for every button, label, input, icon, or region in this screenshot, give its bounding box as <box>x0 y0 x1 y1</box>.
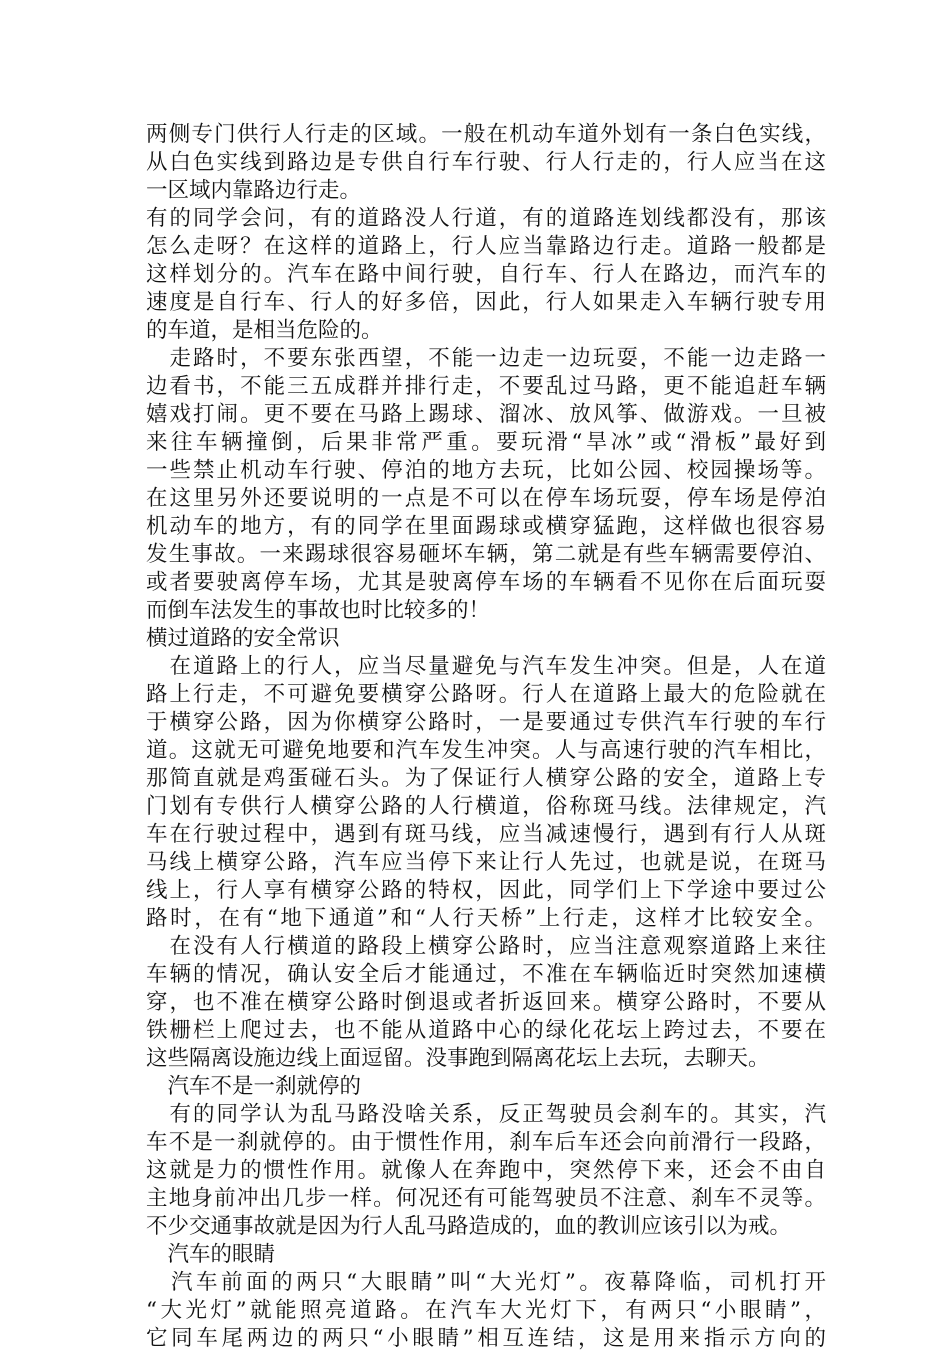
text-line: 于横穿公路，因为你横穿公路时，一是要通过专供汽车行驶的车行 <box>146 710 826 735</box>
text-line: 边看书，不能三五成群并排行走，不要乱过马路，更不能追赶车辆 <box>146 374 826 399</box>
text-line: 机动车的地方，有的同学在里面踢球或横穿猛跑，这样做也很容易 <box>146 514 826 539</box>
text-line: 或者要驶离停车场，尤其是驶离停车场的车辆看不见你在后面玩耍 <box>146 570 826 595</box>
text-line: 走路时，不要东张西望，不能一边走一边玩耍，不能一边走路一 <box>146 346 826 371</box>
text-line: 速度是自行车、行人的好多倍，因此，行人如果走入车辆行驶专用 <box>146 290 826 315</box>
text-line: 这些隔离设施边线上面逗留。没事跑到隔离花坛上去玩，去聊天。 <box>146 1046 770 1071</box>
document-body <box>146 121 826 1353</box>
text-line: 有的同学认为乱马路没啥关系，反正驾驶员会刹车的。其实，汽 <box>146 1102 826 1127</box>
text-line: 穿，也不准在横穿公路时倒退或者折返回来。横穿公路时，不要从 <box>146 990 826 1015</box>
text-line: 它同车尾两边的两只“小眼睛”相互连结，这是用来指示方向的 <box>146 1326 826 1351</box>
text-line: 在没有人行横道的路段上横穿公路时，应当注意观察道路上来往 <box>146 934 826 959</box>
text-line: 路上行走，不可避免要横穿公路呀。行人在道路上最大的危险就在 <box>146 682 826 707</box>
text-line: 的车道，是相当危险的。 <box>146 318 383 343</box>
section-heading: 汽车不是一刹就停的 <box>146 1074 362 1099</box>
text-line: 有的同学会问，有的道路没人行道，有的道路连划线都没有，那该 <box>146 206 826 231</box>
text-line: 在道路上的行人，应当尽量避免与汽车发生冲突。但是，人在道 <box>146 654 826 679</box>
text-line: 从白色实线到路边是专供自行车行驶、行人行走的，行人应当在这 <box>146 150 826 175</box>
text-line: 车在行驶过程中，遇到有斑马线，应当减速慢行，遇到有行人从斑 <box>146 822 826 847</box>
text-line: 一区域内靠路边行走。 <box>146 178 362 203</box>
text-line: 道。这就无可避免地要和汽车发生冲突。人与高速行驶的汽车相比， <box>146 738 826 763</box>
text-line: 这就是力的惯性作用。就像人在奔跑中，突然停下来，还会不由自 <box>146 1158 826 1183</box>
text-line: 路时，在有“地下通道”和“人行天桥”上行走，这样才比较安全。 <box>146 906 826 931</box>
text-line: 线上，行人享有横穿公路的特权，因此，同学们上下学途中要过公 <box>146 878 826 903</box>
text-line: 在这里另外还要说明的一点是不可以在停车场玩耍，停车场是停泊 <box>146 486 826 511</box>
section-heading: 横过道路的安全常识 <box>146 626 340 651</box>
text-line: 那简直就是鸡蛋碰石头。为了保证行人横穿公路的安全，道路上专 <box>146 766 826 791</box>
text-line: 怎么走呀？在这样的道路上，行人应当靠路边行走。道路一般都是 <box>146 234 826 259</box>
text-line: 这样划分的。汽车在路中间行驶，自行车、行人在路边，而汽车的 <box>146 262 826 287</box>
text-line: 铁栅栏上爬过去，也不能从道路中心的绿化花坛上跨过去，不要在 <box>146 1018 826 1043</box>
text-line: 汽车前面的两只“大眼睛”叫“大光灯”。夜幕降临，司机打开 <box>146 1270 826 1295</box>
text-line: 来往车辆撞倒，后果非常严重。要玩滑“旱冰”或“滑板”最好到 <box>146 430 826 455</box>
text-line: 嬉戏打闹。更不要在马路上踢球、溜冰、放风筝、做游戏。一旦被 <box>146 402 826 427</box>
text-line: 而倒车法发生的事故也时比较多的！ <box>146 598 491 623</box>
section-heading: 汽车的眼睛 <box>146 1242 276 1267</box>
text-line: 车不是一刹就停的。由于惯性作用，刹车后车还会向前滑行一段路， <box>146 1130 826 1155</box>
text-line: 车辆的情况，确认安全后才能通过，不准在车辆临近时突然加速横 <box>146 962 826 987</box>
text-line: 门划有专供行人横穿公路的人行横道，俗称斑马线。法律规定，汽 <box>146 794 826 819</box>
text-line: 发生事故。一来踢球很容易砸坏车辆，第二就是有些车辆需要停泊、 <box>146 542 826 567</box>
text-line: 两侧专门供行人行走的区域。一般在机动车道外划有一条白色实线， <box>146 122 826 147</box>
text-line: 不少交通事故就是因为行人乱马路造成的，血的教训应该引以为戒。 <box>146 1214 792 1239</box>
text-line: 主地身前冲出几步一样。何况还有可能驾驶员不注意、刹车不灵等。 <box>146 1186 826 1211</box>
text-line: “大光灯”就能照亮道路。在汽车大光灯下，有两只“小眼睛”， <box>146 1298 826 1323</box>
text-line: 马线上横穿公路，汽车应当停下来让行人先过，也就是说，在斑马 <box>146 850 826 875</box>
text-line: 一些禁止机动车行驶、停泊的地方去玩，比如公园、校园操场等。 <box>146 458 826 483</box>
